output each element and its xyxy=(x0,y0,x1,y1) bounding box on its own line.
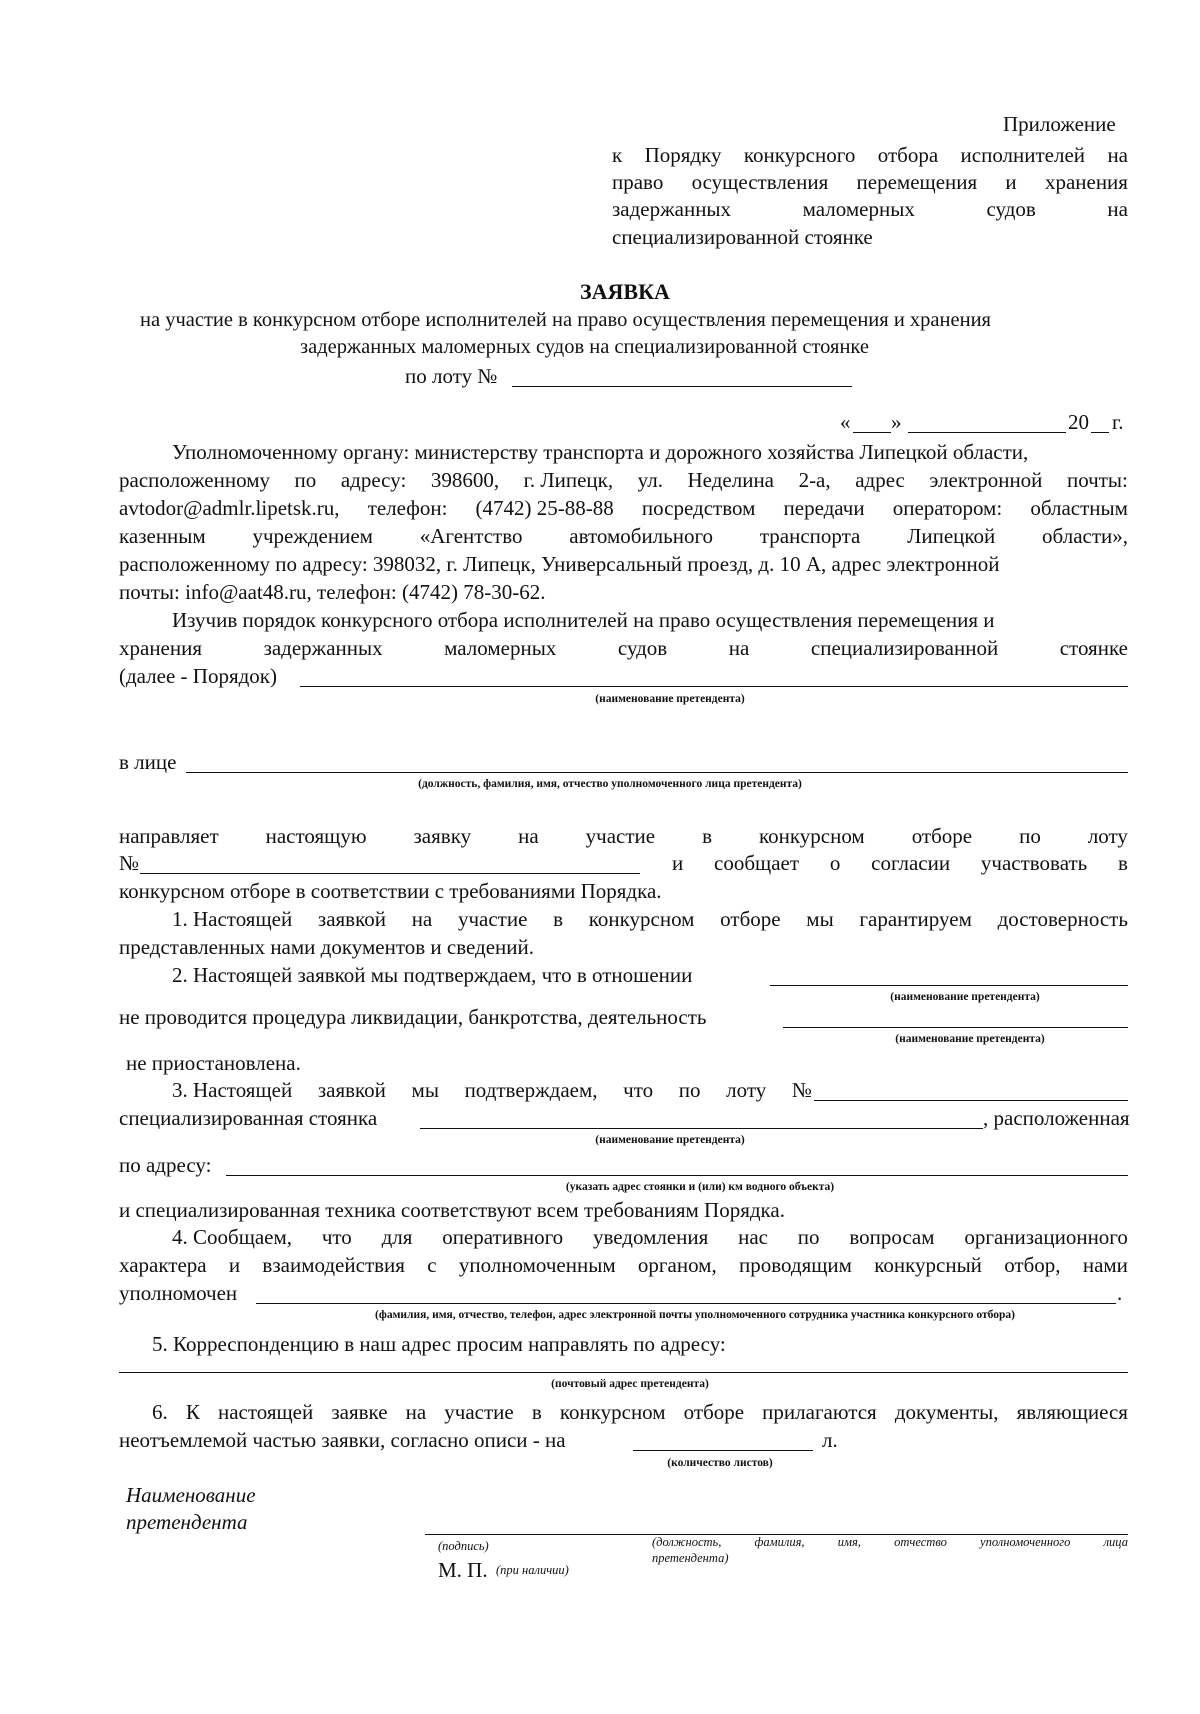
word: электронной xyxy=(929,468,1043,492)
item-3-line-1 xyxy=(172,1076,812,1104)
date-year-field[interactable] xyxy=(1091,432,1109,433)
word: осуществления xyxy=(691,170,829,194)
word: на xyxy=(518,824,539,848)
word: участие xyxy=(444,1400,514,1424)
word: конкурсном xyxy=(588,907,695,931)
item-1-line-2: представленных нами документов и сведений. xyxy=(119,935,534,959)
word: на xyxy=(728,636,750,660)
word: 398600, xyxy=(430,468,500,492)
word: уполномоченного xyxy=(980,1535,1071,1549)
word: сообщает xyxy=(714,851,800,875)
date-day-field[interactable] xyxy=(853,432,891,433)
item-5-line-1: 5. Корреспонденцию в наш адрес просим направлять по адресу: xyxy=(152,1332,726,1356)
word: лица xyxy=(1103,1535,1128,1549)
word: по xyxy=(797,1225,820,1249)
word: на xyxy=(1107,143,1128,167)
word: заявкой xyxy=(317,907,386,931)
item-3-caption-2: (указать адрес стоянки и (или) км водного объекта) xyxy=(565,1181,835,1193)
word: с xyxy=(427,1253,437,1277)
word: специализированной xyxy=(810,636,999,660)
word: направляет xyxy=(119,824,219,848)
item-5-caption: (почтовый адрес претендента) xyxy=(551,1378,709,1390)
word: право xyxy=(612,170,664,194)
word: настоящей xyxy=(217,1400,314,1424)
word: хранения xyxy=(119,636,203,660)
word: и xyxy=(1005,170,1017,194)
stamp-label: М. П. xyxy=(438,1558,488,1582)
item-3-address-field[interactable] xyxy=(226,1175,1128,1176)
word: хранения xyxy=(1044,170,1128,194)
word: «Агентство xyxy=(419,524,523,548)
item-6-line-2: неотъемлемой частью заявки, согласно описи - на xyxy=(119,1428,566,1452)
item-2-applicant-field[interactable] xyxy=(770,985,1128,986)
date-close-quote: » xyxy=(891,410,902,434)
word: вопросам xyxy=(849,1225,935,1249)
word: стоянке xyxy=(1059,636,1128,660)
word: в xyxy=(1118,851,1128,875)
word: документы, xyxy=(894,1400,999,1424)
word: лоту xyxy=(1087,824,1128,848)
item-3-line-2a: специализированная стоянка xyxy=(119,1106,378,1130)
item-3-parking-field[interactable] xyxy=(420,1128,983,1129)
word: конкурсного xyxy=(743,143,856,167)
word: областным xyxy=(1030,496,1128,520)
word: 4. Сообщаем, xyxy=(172,1225,293,1249)
word: нами xyxy=(1082,1253,1128,1277)
word: в xyxy=(702,824,712,848)
word: лоту xyxy=(726,1078,767,1102)
word: достоверность xyxy=(997,907,1128,931)
item-2-applicant-field-2[interactable] xyxy=(783,1027,1128,1028)
word: настоящую xyxy=(265,824,367,848)
word: уведомления xyxy=(592,1225,709,1249)
item-5-postal-field[interactable] xyxy=(119,1372,1128,1373)
item-3-line-3: по адресу: xyxy=(119,1153,212,1177)
word: мы xyxy=(806,907,834,931)
item-3-line-4: и специализированная техника соответствуют всем требованиям Порядка. xyxy=(119,1198,785,1222)
item-4-contact-field[interactable] xyxy=(256,1303,1116,1304)
word: исполнителей xyxy=(960,143,1086,167)
word: учреждением xyxy=(252,524,373,548)
word: Неделина xyxy=(687,468,775,492)
item-6-caption: (количество листов) xyxy=(667,1457,773,1469)
signature-caption: (подпись) xyxy=(438,1539,489,1553)
word: характера xyxy=(119,1253,207,1277)
word: судов xyxy=(617,636,668,660)
word: судов xyxy=(986,197,1036,221)
word: на xyxy=(1107,197,1128,221)
word: № xyxy=(791,1078,812,1102)
item-2-caption-1: (наименование претендента) xyxy=(890,991,1040,1003)
word: К xyxy=(185,1400,200,1424)
word: конкурсный xyxy=(874,1253,982,1277)
addressee-line-6: почты: info@aat48.ru, телефон: (4742) 78-30-62. xyxy=(119,580,546,604)
word: отборе xyxy=(683,1400,745,1424)
word: имя, xyxy=(837,1535,861,1549)
word: что xyxy=(321,1225,352,1249)
word: почты: xyxy=(1066,468,1128,492)
word: заявкой xyxy=(317,1078,386,1102)
word: и xyxy=(228,1253,241,1277)
heading-line-2: задержанных маломерных судов на специализированной стоянке xyxy=(300,336,869,358)
in-person-label: в лице xyxy=(119,750,177,774)
word: адресу: xyxy=(340,468,407,492)
heading-lot-label: по лоту № xyxy=(405,364,498,388)
word: к xyxy=(612,143,623,167)
word: о xyxy=(829,851,841,875)
word: г. Липецк, xyxy=(523,468,614,492)
word: заявке xyxy=(331,1400,388,1424)
word: прилагаются xyxy=(762,1400,877,1424)
intro-line-1: Изучив порядок конкурсного отбора исполнителей на право осуществления перемещения и xyxy=(172,608,995,632)
word: участие xyxy=(585,824,656,848)
representative-caption: (должность, фамилия, имя, отчество уполномоченного лица претендента) xyxy=(418,778,802,790)
word: отборе xyxy=(911,824,973,848)
date-open-quote: « xyxy=(840,410,851,434)
word: расположенному xyxy=(119,468,270,492)
signature-name-line-2: претендента xyxy=(126,1510,248,1534)
word: заявку xyxy=(413,824,472,848)
appendix-line-3 xyxy=(612,195,1128,223)
word: маломерных xyxy=(802,197,915,221)
word: мы xyxy=(411,1078,439,1102)
word: 3. Настоящей xyxy=(172,1078,293,1102)
signature-name-line-1: Наименование xyxy=(126,1483,256,1507)
word: оперативного xyxy=(442,1225,564,1249)
word: задержанных xyxy=(612,197,732,221)
word: области», xyxy=(1042,524,1128,548)
word: конкурсном xyxy=(758,824,865,848)
document-title: ЗАЯВКА xyxy=(580,279,670,304)
word: Порядку xyxy=(644,143,722,167)
item-3-lot-field[interactable] xyxy=(814,1100,1128,1101)
item-4-caption: (фамилия, имя, отчество, телефон, адрес электронной почты уполномоченного сотрудника участника конкурсного отбора) xyxy=(375,1309,1015,1321)
word: и xyxy=(672,851,684,875)
word: что xyxy=(623,1078,654,1102)
word: перемещения xyxy=(856,170,978,194)
item-4-period: . xyxy=(1117,1281,1123,1305)
addressee-line-3 xyxy=(119,494,1128,522)
word: для xyxy=(381,1225,413,1249)
word: 2-а, xyxy=(798,468,831,492)
word: фамилия, xyxy=(754,1535,805,1549)
word: согласии xyxy=(871,851,951,875)
item-1-line-1 xyxy=(172,905,1128,933)
sends-number-label: № xyxy=(119,851,140,875)
word: avtodor@admlr.lipetsk.ru, xyxy=(119,496,340,520)
word: (4742) 25-88-88 xyxy=(475,496,614,520)
word: телефон: xyxy=(367,496,448,520)
date-year-suffix: г. xyxy=(1112,410,1124,434)
word: задержанных xyxy=(263,636,383,660)
intro-line-2 xyxy=(119,634,1128,662)
appendix-line-1 xyxy=(612,141,1128,169)
word: ул. xyxy=(637,468,663,492)
word: организационного xyxy=(964,1225,1128,1249)
addressee-line-5: расположенному по адресу: 398032, г. Липецк, Универсальный проезд, д. 10 А, адрес электронной xyxy=(119,552,1000,576)
item-2-line-1: 2. Настоящей заявкой мы подтверждаем, что в отношении xyxy=(172,963,693,987)
item-2-line-2: не проводится процедура ликвидации, банкротства, деятельность xyxy=(119,1005,707,1029)
word: на xyxy=(405,1400,427,1424)
date-month-field[interactable] xyxy=(908,432,1066,433)
person-caption-2: претендента) xyxy=(652,1551,729,1565)
word: 6. xyxy=(152,1400,168,1424)
word: адрес xyxy=(855,468,905,492)
word: (должность, xyxy=(652,1535,722,1549)
word: по xyxy=(294,468,317,492)
item-2-line-3: не приостановлена. xyxy=(126,1051,301,1075)
sends-line-1 xyxy=(119,822,1128,850)
item-3-caption-1: (наименование претендента) xyxy=(595,1134,745,1146)
word: отборе xyxy=(720,907,781,931)
appendix-line-2 xyxy=(612,168,1128,196)
word: являющиеся xyxy=(1016,1400,1128,1424)
sends-line-3: конкурсном отборе в соответствии с требованиями Порядка. xyxy=(119,879,662,903)
intro-line-3: (далее - Порядок) xyxy=(119,664,278,688)
word: нас xyxy=(738,1225,768,1249)
word: транспорта xyxy=(759,524,861,548)
word: автомобильного xyxy=(569,524,714,548)
word: конкурсном xyxy=(559,1400,666,1424)
word: на xyxy=(411,907,433,931)
word: гарантируем xyxy=(859,907,972,931)
item-6-sheets-field[interactable] xyxy=(633,1450,813,1451)
word: взаимодействия xyxy=(262,1253,405,1277)
addressee-line-4 xyxy=(119,522,1128,550)
word: отчество xyxy=(894,1535,947,1549)
representative-field[interactable] xyxy=(186,772,1128,773)
appendix-line-4: специализированной стоянке xyxy=(612,225,873,249)
word: маломерных xyxy=(444,636,557,660)
appendix-title: Приложение xyxy=(1003,112,1116,136)
item-4-line-2 xyxy=(119,1251,1128,1279)
word: посредством xyxy=(641,496,756,520)
item-4-line-1 xyxy=(172,1223,1128,1251)
word: казенным xyxy=(119,524,206,548)
item-2-caption-2: (наименование претендента) xyxy=(895,1033,1045,1045)
word: передачи xyxy=(783,496,865,520)
item-6-suffix: л. xyxy=(822,1428,838,1452)
item-6-line-1 xyxy=(152,1398,1128,1426)
word: по xyxy=(678,1078,701,1102)
addressee-line-1: Уполномоченному органу: министерству транспорта и дорожного хозяйства Липецкой области, xyxy=(172,440,1029,464)
date-year-prefix: 20 xyxy=(1068,410,1089,434)
word: отбор, xyxy=(1004,1253,1061,1277)
stamp-note: (при наличии) xyxy=(496,1563,569,1577)
word: в xyxy=(553,907,564,931)
addressee-line-2 xyxy=(119,466,1128,494)
item-3-line-2b: , расположенная xyxy=(983,1106,1130,1130)
heading-line-1: на участие в конкурсном отборе исполнителей на право осуществления перемещения и хранения xyxy=(140,309,991,331)
person-caption xyxy=(652,1534,1128,1550)
item-4-line-3: уполномочен xyxy=(119,1281,238,1305)
applicant-name-caption: (наименование претендента) xyxy=(595,693,745,705)
word: оператором: xyxy=(892,496,1003,520)
word: подтверждаем, xyxy=(464,1078,598,1102)
sends-line-2-tail xyxy=(672,849,1128,877)
word: в xyxy=(531,1400,542,1424)
applicant-name-field[interactable] xyxy=(300,686,1128,687)
lot-number-field[interactable] xyxy=(512,386,852,387)
word: уполномоченным xyxy=(458,1253,616,1277)
word: по xyxy=(1019,824,1041,848)
word: 1. Настоящей xyxy=(172,907,293,931)
word: Липецкой xyxy=(907,524,996,548)
word: участие xyxy=(457,907,528,931)
word: проводящим xyxy=(739,1253,852,1277)
word: органом, xyxy=(637,1253,717,1277)
sends-lot-field[interactable] xyxy=(140,873,640,874)
word: участвовать xyxy=(980,851,1088,875)
word: отбора xyxy=(877,143,939,167)
